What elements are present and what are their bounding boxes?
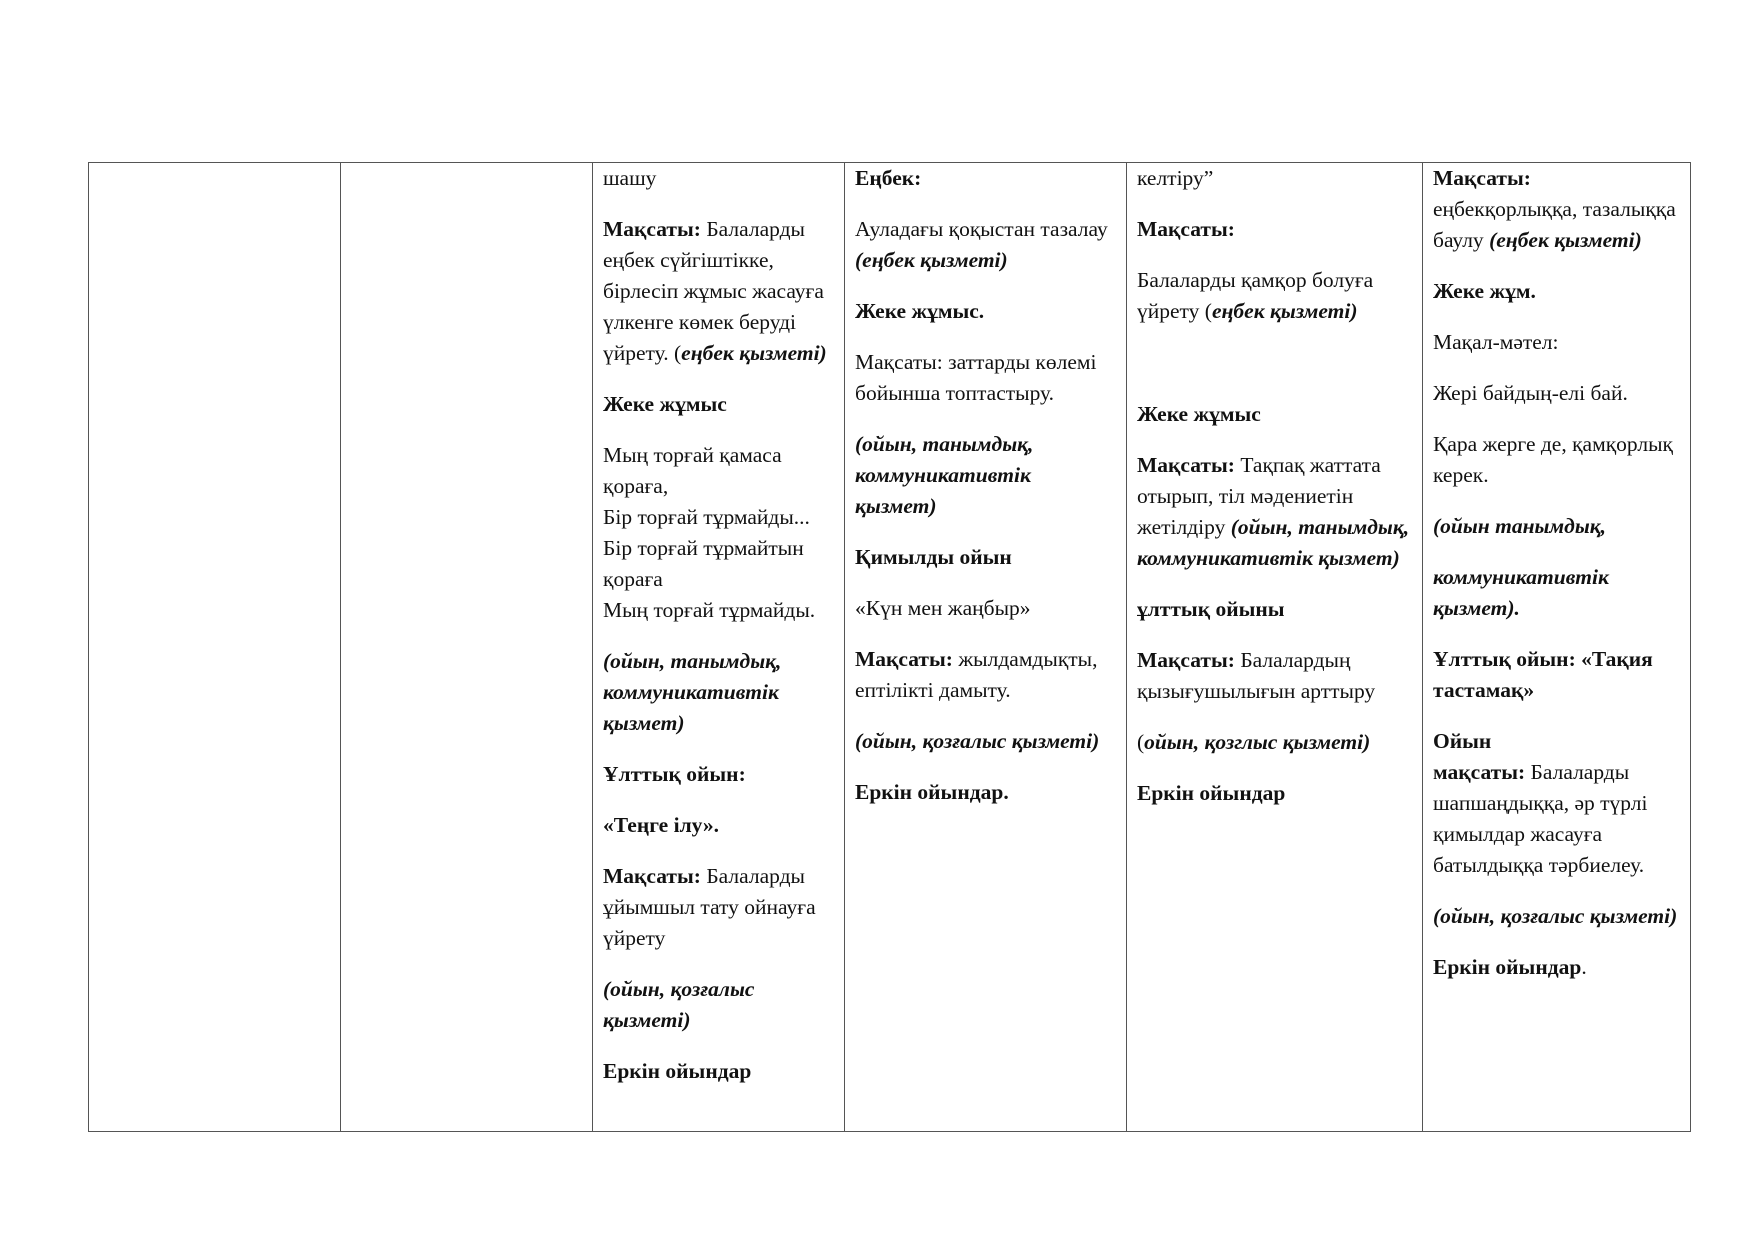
goal-label: мақсаты: bbox=[1433, 760, 1526, 784]
period: . bbox=[1581, 955, 1587, 979]
cell-col4 bbox=[845, 163, 1127, 1132]
poem-line: Бір торғай тұрмайды... bbox=[603, 505, 810, 529]
goal-text: Балаларды еңбек сүйгіштікке, бірлесіп жұмыс жасауға үлкенге көмек беруді үйрету. ( bbox=[603, 217, 824, 365]
goal-text: еңбекқорлыққа, тазалыққа баулу bbox=[1433, 197, 1676, 252]
activity-tag: (еңбек қызметі) bbox=[855, 248, 1008, 272]
goal-text: Тақпақ жаттата отырып, тіл мәдениетін жетілдіру bbox=[1137, 453, 1381, 539]
activity-tag: еңбек қызметі) bbox=[681, 341, 827, 365]
col5-goal-3 bbox=[1137, 645, 1412, 707]
poem-line: Мың торғай тұрмайды. bbox=[603, 598, 816, 622]
cell-col5 bbox=[1127, 163, 1423, 1132]
col4-free-games: Еркін ойындар. bbox=[855, 780, 1009, 804]
col3-activity-tag-2: (ойын, танымдық, коммуникативтік қызмет) bbox=[603, 649, 782, 735]
col4-heading-labor: Еңбек: bbox=[855, 166, 922, 190]
activity-tag: (еңбек қызметі) bbox=[1489, 228, 1642, 252]
col3-activity-tag-3: (ойын, қозғалыс қызметі) bbox=[603, 977, 755, 1032]
col5-heading-individual: Жеке жұмыс bbox=[1137, 402, 1261, 426]
goal-text: Балалардың қызығушылығын арттыру bbox=[1137, 648, 1376, 703]
col3-poem bbox=[603, 440, 834, 626]
goal-label: Ойын bbox=[1433, 729, 1492, 753]
goal-text: Балаларды ұйымшыл тату ойнауға үйрету bbox=[603, 864, 816, 950]
col4-goal-1: Мақсаты: заттарды көлемі бойынша топтастыру. bbox=[855, 350, 1097, 405]
col6-proverb-2: Қара жерге де, қамқорлық керек. bbox=[1433, 432, 1673, 487]
goal-text: Балаларды шапшаңдыққа, әр түрлі қимылдар жасауға батылдыққа тәрбиелеу. bbox=[1433, 760, 1648, 877]
cell-col6 bbox=[1423, 163, 1691, 1132]
col4-activity-tag-3: (ойын, қозғалыс қызметі) bbox=[855, 729, 1100, 753]
col3-heading-national-game: Ұлттық ойын: bbox=[603, 762, 746, 786]
col5-heading-national-game: ұлттық ойыны bbox=[1137, 597, 1285, 621]
col4-activity-tag-2: (ойын, танымдық, коммуникативтік қызмет) bbox=[855, 432, 1034, 518]
labor-text: Ауладағы қоқыстан тазалау bbox=[855, 217, 1108, 241]
col5-free-games: Еркін ойындар bbox=[1137, 781, 1286, 805]
goal-label: Мақсаты: bbox=[855, 647, 953, 671]
plan-table bbox=[88, 162, 1691, 1132]
activity-tag: еңбек қызметі) bbox=[1211, 299, 1358, 323]
col5-goal-1 bbox=[1137, 265, 1412, 327]
poem-line: Мың торғай қамаса қораға, bbox=[603, 443, 782, 498]
col4-game-title: «Күн мен жаңбыр» bbox=[855, 596, 1031, 620]
goal-label: Мақсаты: bbox=[603, 864, 701, 888]
col3-game-title: «Теңге ілу». bbox=[603, 813, 720, 837]
col3-free-games: Еркін ойындар bbox=[603, 1059, 752, 1083]
col5-line1: келтіру” bbox=[1137, 166, 1214, 190]
col6-proverbs-label: Мақал-мәтел: bbox=[1433, 330, 1559, 354]
col6-goal-1 bbox=[1433, 163, 1680, 256]
col6-activity-tag-2b: коммуникативтік қызмет). bbox=[1433, 565, 1609, 620]
col4-heading-individual: Жеке жұмыс. bbox=[855, 299, 985, 323]
col4-labor-text bbox=[855, 214, 1116, 276]
col3-line1: шашу bbox=[603, 166, 657, 190]
cell-col1 bbox=[89, 163, 341, 1132]
col5-activity-tag-3 bbox=[1137, 727, 1412, 758]
activity-tag: ойын, қозглыс қызметі) bbox=[1144, 730, 1371, 754]
goal-label: Мақсаты: bbox=[603, 217, 701, 241]
goal-label: Мақсаты: bbox=[1433, 166, 1531, 190]
col5-goal-label: Мақсаты: bbox=[1137, 217, 1235, 241]
goal-text: Балаларды қамқор болуға үйрету ( bbox=[1137, 268, 1374, 323]
col6-heading-individual: Жеке жұм. bbox=[1433, 279, 1536, 303]
cell-col3 bbox=[593, 163, 845, 1132]
col3-goal-1 bbox=[603, 214, 834, 369]
activity-tag: (ойын, танымдық, коммуникативтік қызмет) bbox=[1137, 515, 1410, 570]
col6-proverb-1: Жері байдың-елі бай. bbox=[1433, 381, 1628, 405]
table-row bbox=[89, 163, 1691, 1132]
poem-line: Бір торғай тұрмайтын қораға bbox=[603, 536, 804, 591]
free-games-label: Еркін ойындар bbox=[1433, 955, 1582, 979]
cell-col2 bbox=[341, 163, 593, 1132]
col4-heading-movement-game: Қимылды ойын bbox=[855, 545, 1012, 569]
goal-label: Мақсаты: bbox=[1137, 453, 1235, 477]
col3-heading-individual: Жеке жұмыс bbox=[603, 392, 727, 416]
spacer bbox=[1137, 347, 1412, 399]
goal-label: Мақсаты: bbox=[1137, 648, 1235, 672]
col6-free-games bbox=[1433, 952, 1680, 983]
col3-goal-2 bbox=[603, 861, 834, 954]
goal-text: жылдамдықты, ептілікті дамыту. bbox=[855, 647, 1098, 702]
col4-goal-2 bbox=[855, 644, 1116, 706]
paren: ( bbox=[1137, 730, 1145, 754]
col6-activity-tag-2a: (ойын танымдық, bbox=[1433, 514, 1607, 538]
col6-activity-tag-3: (ойын, қозғалыс қызметі) bbox=[1433, 904, 1678, 928]
col6-goal-2 bbox=[1433, 726, 1680, 881]
col5-goal-2 bbox=[1137, 450, 1412, 574]
col6-national-game: Ұлттық ойын: «Тақия тастамақ» bbox=[1433, 647, 1653, 702]
